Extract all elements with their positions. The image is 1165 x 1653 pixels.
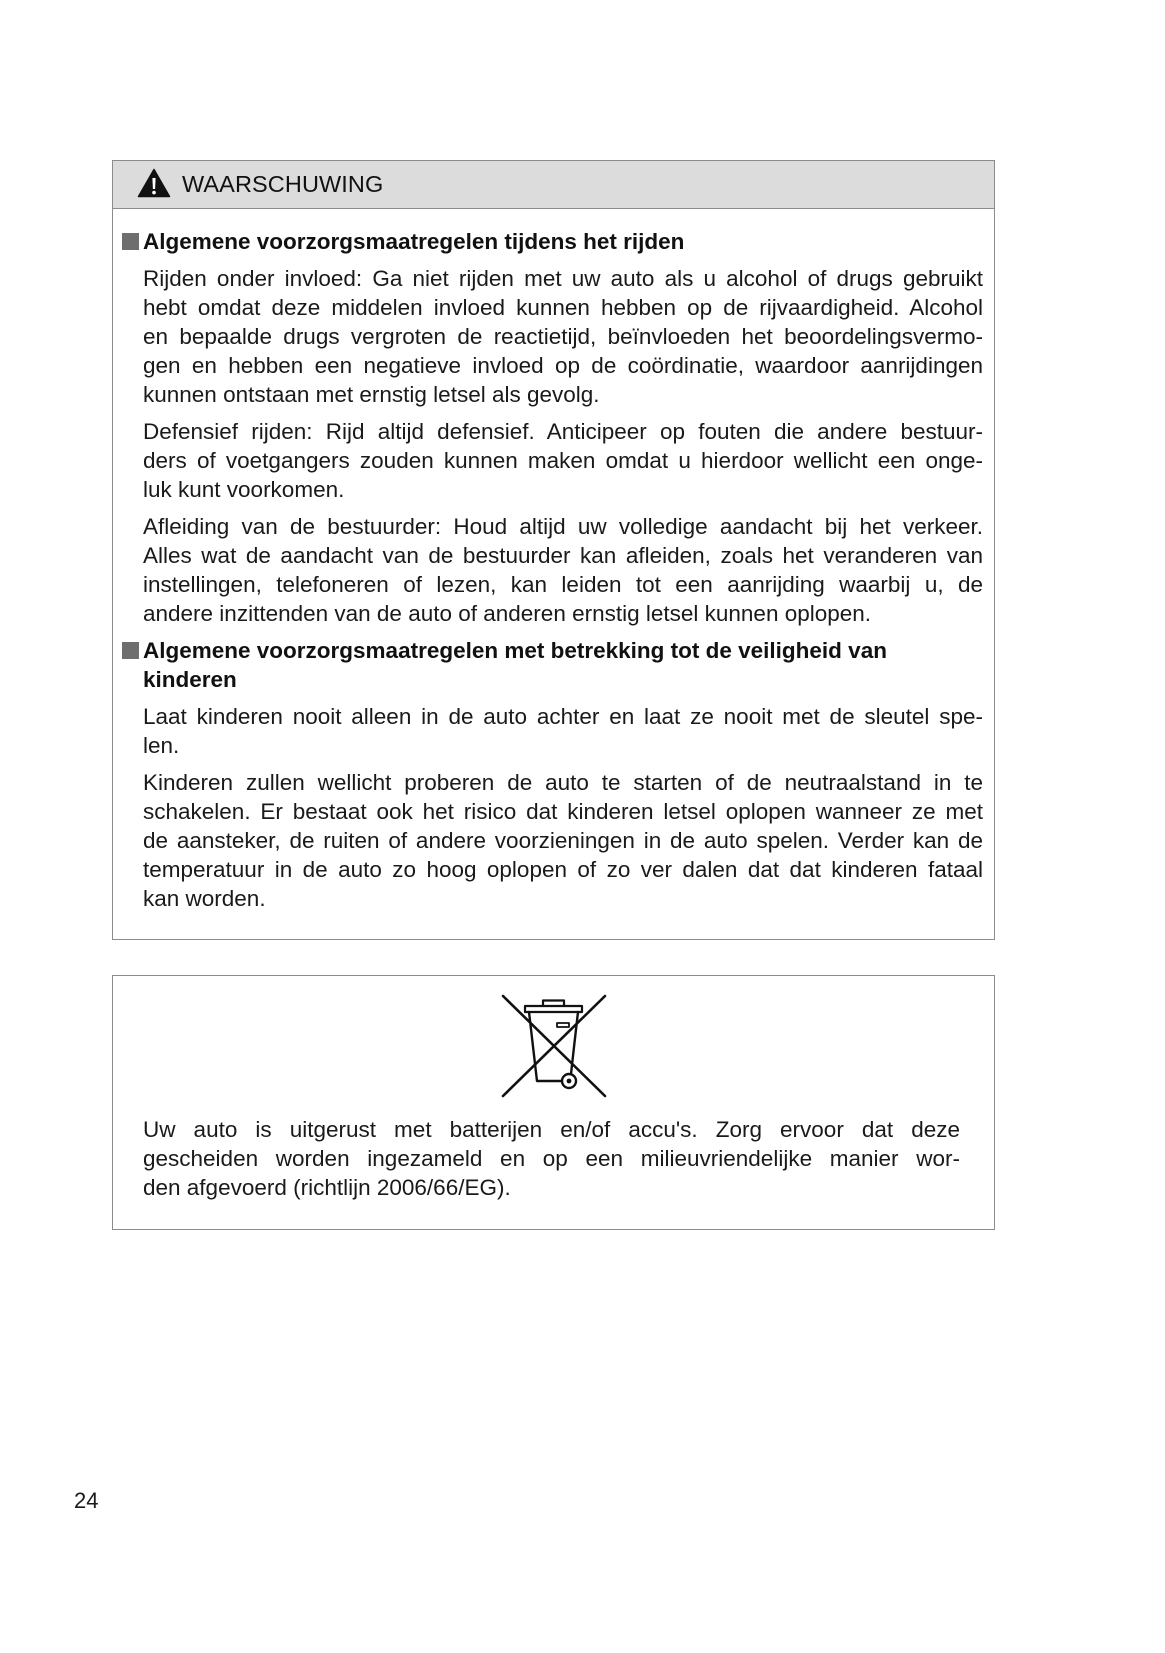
disposal-text (143, 1115, 960, 1202)
warning-box (112, 160, 995, 940)
warning-title: WAARSCHUWING (182, 171, 384, 197)
page-number: 24 (74, 1488, 99, 1513)
battery-disposal-box (112, 975, 995, 1230)
paragraph (143, 417, 983, 504)
paragraph-line: de aansteker, de ruiten of andere voorzieningen in de auto spelen. Verder kan de (143, 828, 983, 853)
warning-triangle-icon (137, 168, 171, 198)
paragraph-line: len. (143, 733, 180, 758)
paragraph-line: Rijden onder invloed: Ga niet rijden met uw auto als u alcohol of drugs gebruikt (143, 266, 983, 291)
paragraph-line: temperatuur in de auto zo hoog oplopen of zo ver dalen dat dat kinderen fataal (143, 857, 983, 882)
square-bullet-icon (122, 642, 139, 659)
paragraph-line: ders of voetgangers zouden kunnen maken omdat u hierdoor wellicht een onge- (143, 448, 983, 473)
section-heading-line: kinderen (143, 667, 237, 692)
paragraph (143, 768, 983, 913)
paragraph-line: Defensief rijden: Rijd altijd defensief. Anticipeer op fouten die andere bestuur- (143, 419, 983, 444)
paragraph-line: instellingen, telefoneren of lezen, kan leiden tot een aanrijding waarbij u, de (143, 572, 983, 597)
paragraph-line: den afgevoerd (richtlijn 2006/66/EG). (143, 1175, 511, 1200)
paragraph-line: Laat kinderen nooit alleen in de auto achter en laat ze nooit met de sleutel spe- (143, 704, 983, 729)
paragraph-line: Afleiding van de bestuurder: Houd altijd uw volledige aandacht bij het verkeer. (143, 514, 983, 539)
paragraph-line: gen en hebben een negatieve invloed op de coördinatie, waardoor aanrijdingen (143, 353, 983, 378)
paragraph-line: Uw auto is uitgerust met batterijen en/of accu's. Zorg ervoor dat deze (143, 1117, 960, 1142)
paragraph-line: kan worden. (143, 886, 266, 911)
paragraph-line: kunnen ontstaan met ernstig letsel als gevolg. (143, 382, 600, 407)
paragraph-line: luk kunt voorkomen. (143, 477, 345, 502)
square-bullet-icon (122, 233, 139, 250)
paragraph-line: Alles wat de aandacht van de bestuurder kan afleiden, zoals het veranderen van (143, 543, 983, 568)
warning-body (113, 209, 994, 913)
paragraph-line: en bepaalde drugs vergroten de reactietijd, beïnvloeden het beoordelingsvermo- (143, 324, 983, 349)
crossed-out-wheelie-bin-icon (500, 993, 608, 1099)
paragraph-line: gescheiden worden ingezameld en op een milieuvriendelijke manier wor- (143, 1146, 960, 1171)
paragraph (143, 702, 983, 760)
paragraph (143, 264, 983, 409)
paragraph-line: Kinderen zullen wellicht proberen de auto te starten of de neutraalstand in te (143, 770, 983, 795)
section-heading-line: Algemene voorzorgsmaatregelen tijdens het rijden (143, 229, 685, 254)
paragraph (143, 512, 983, 628)
section-heading (143, 636, 983, 694)
paragraph-line: schakelen. Er bestaat ook het risico dat kinderen letsel oplopen wanneer ze met (143, 799, 983, 824)
warning-header (113, 161, 994, 209)
section-heading-line: Algemene voorzorgsmaatregelen met betrekking tot de veiligheid van (143, 638, 887, 663)
section-heading (143, 227, 983, 256)
paragraph-line: andere inzittenden van de auto of anderen ernstig letsel kunnen oplopen. (143, 601, 872, 626)
paragraph-line: hebt omdat deze middelen invloed kunnen hebben op de rijvaardigheid. Alcohol (143, 295, 983, 320)
